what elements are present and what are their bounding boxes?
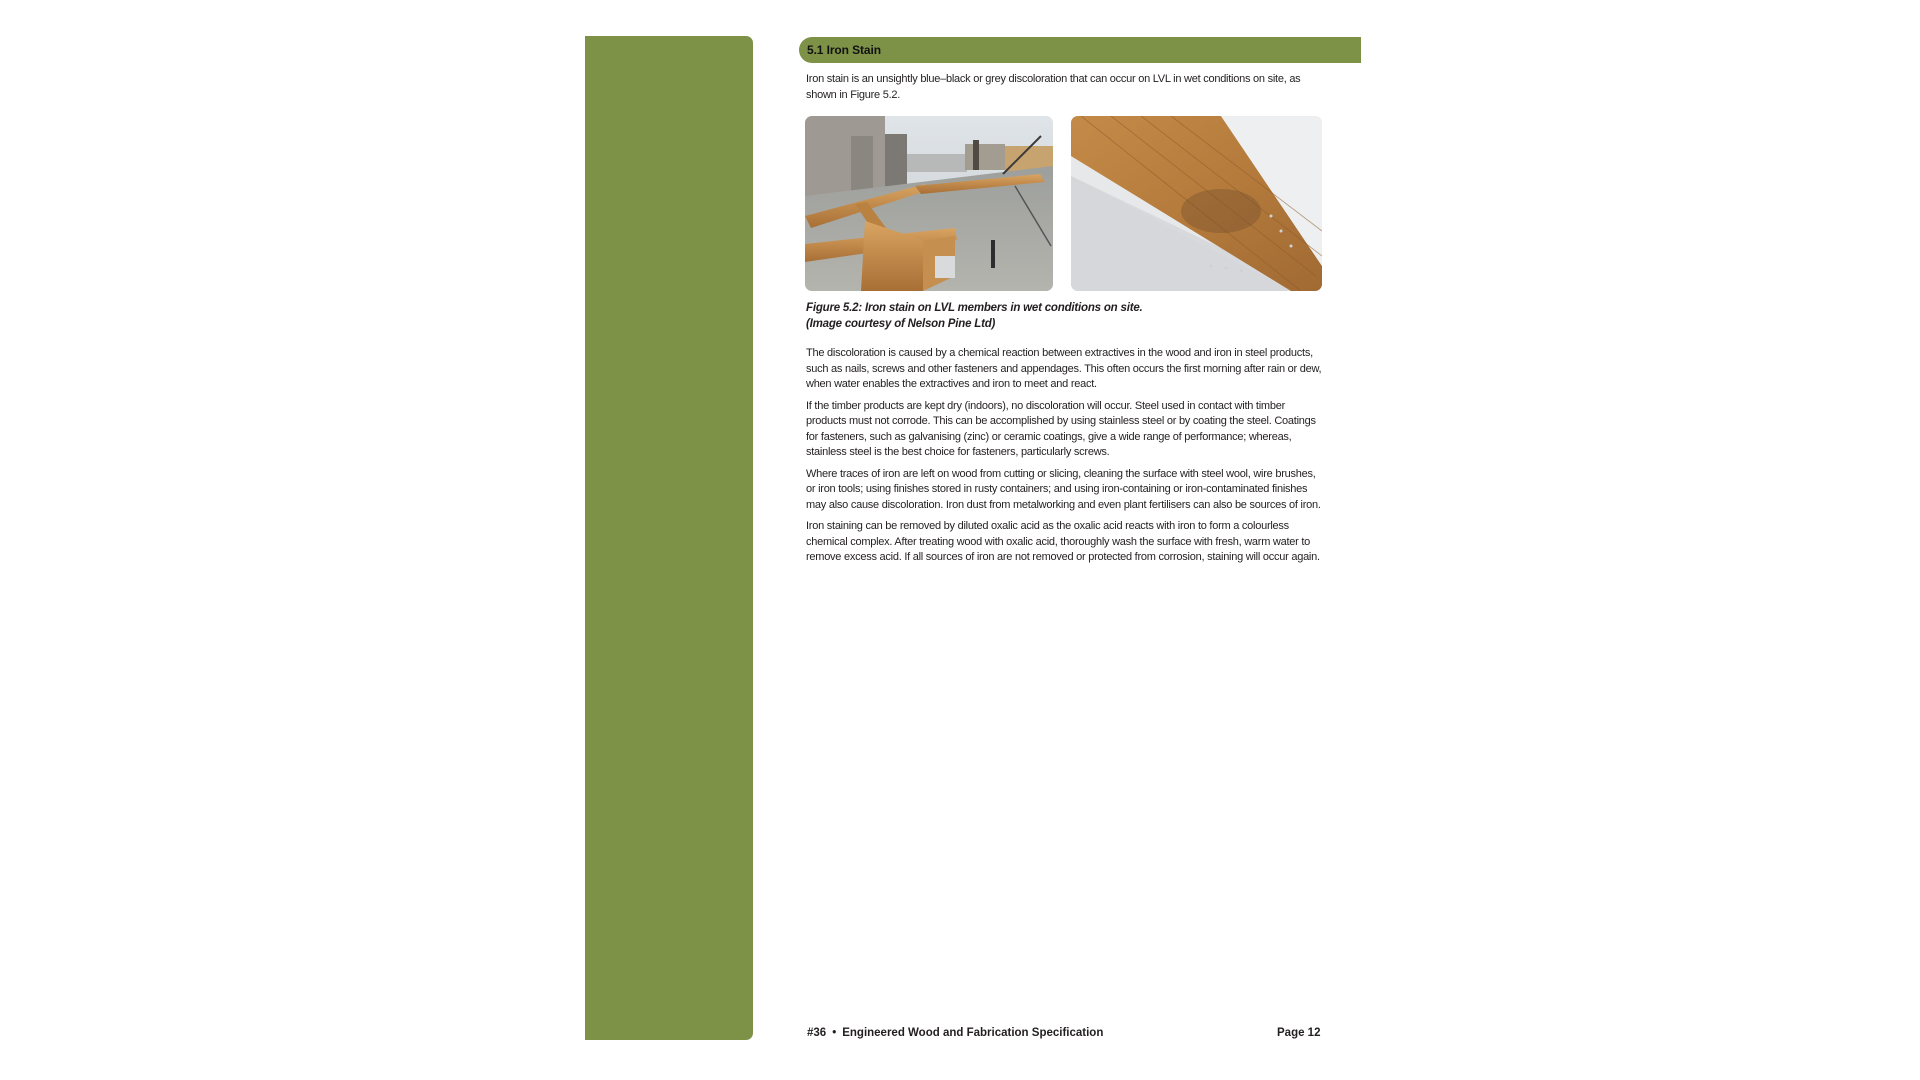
caption-line-1: Figure 5.2: Iron stain on LVL members in wet conditions on site. (806, 302, 1143, 314)
footer-document-title (807, 1027, 1103, 1039)
paragraph: Where traces of iron are left on wood from cutting or slicing, cleaning the surface with steel wool, wire brushes, or iron tools; using finishes stored in rusty containers; and using iron-containing or iron-contaminated finishes may also cause discoloration. Iron dust from metalworking and even plant fertilisers can also be sources of iron. (806, 467, 1321, 511)
intro-paragraph (806, 72, 1326, 103)
footer-bullet: • (832, 1027, 837, 1039)
section-header (799, 37, 1361, 63)
figure-caption (806, 300, 1143, 332)
paragraph: If the timber products are kept dry (indoors), no discoloration will occur. Steel used in contact with timber products must not corrode. This can be accomplished by using stainless steel or by coating the steel. Coatings for fasteners, such as galvanising (zinc) or ceramic coatings, give a wide range of performance; whereas, stainless steel is the best choice for fasteners, particularly screws. (806, 399, 1316, 458)
footer-doc-title: Engineered Wood and Fabrication Specification (842, 1027, 1104, 1039)
sidebar-band (585, 36, 753, 1040)
body-text (806, 346, 1326, 566)
figure-photo-closeup (1071, 116, 1322, 291)
caption-line-2: (Image courtesy of Nelson Pine Ltd) (806, 318, 996, 330)
footer-page-number: Page 12 (1277, 1027, 1321, 1039)
footer-doc-number: #36 (807, 1027, 827, 1039)
paragraph: Iron staining can be removed by diluted oxalic acid as the oxalic acid reacts with iron to form a colourless chemical complex. After treating wood with oxalic acid, thoroughly wash the surface with fresh, warm water to remove excess acid. If all sources of iron are not removed or protected from corrosion, staining will occur again. (806, 520, 1320, 563)
section-title: 5.1 Iron Stain (807, 43, 881, 57)
intro-text: Iron stain is an unsightly blue–black or grey discoloration that can occur on LVL in wet conditions on site, as shown in Figure 5.2. (806, 73, 1301, 101)
figure-photo-site (805, 116, 1053, 291)
paragraph: The discoloration is caused by a chemical reaction between extractives in the wood and iron in steel products, such as nails, screws and other fasteners and appendages. This often occurs the first morning after rain or dew, when water enables the extractives and iron to meet and react. (806, 347, 1322, 390)
